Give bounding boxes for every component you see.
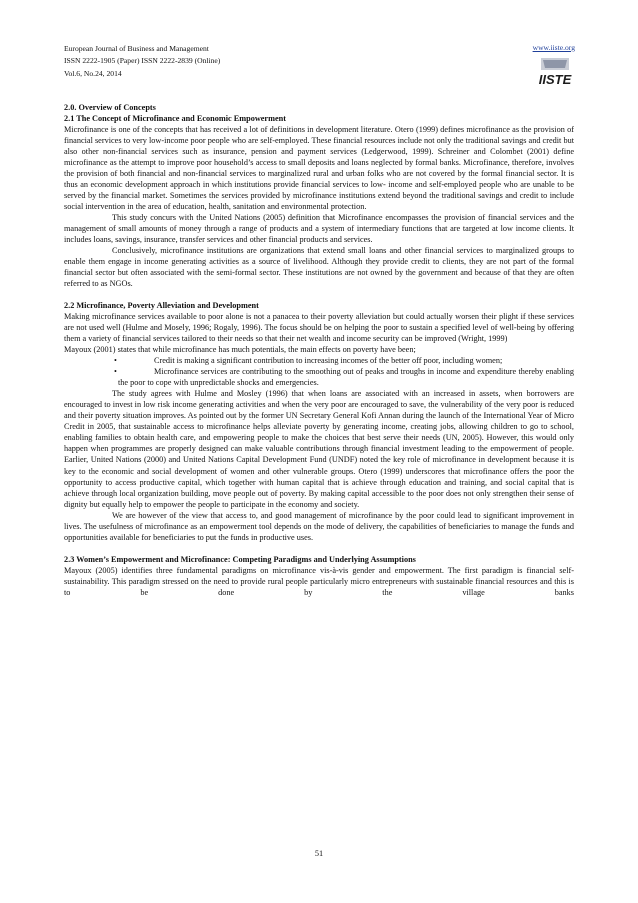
paragraph: Mayoux (2005) identifies three fundamental paradigms on microfinance vis-à-vis gender and empowerment. The first paradigm is financial self-sustainability. This paradigm stressed on the need to provide rural people particularly micro entrepreneurs with sustainable financial resources and this is to be done by the village banks	[64, 565, 574, 597]
bullet-list	[64, 355, 574, 388]
section-heading-2-3: 2.3 Women’s Empowerment and Microfinance: Competing Paradigms and Underlying Assumptions	[64, 554, 416, 564]
section-heading-2-0: 2.0. Overview of Concepts	[64, 103, 156, 112]
paragraph: Conclusively, microfinance institutions are organizations that extend small loans and other financial services to marginalized groups to enable them engage in income generating activities as a source of livelihood. Although they provide credit to clients, they are not part of the formal financial sector but often associated with the semi-formal sector. These institutions are not owned by the government and because of that they are often referred to as NGOs.	[64, 246, 574, 289]
paragraph: Microfinance is one of the concepts that has received a lot of definitions in development literature. Otero (1999) defines microfinance as the provision of financial services to very low-income poor people who are self-employed. These financial resources include not only the traditional savings and credit but also other non-financial services such as insurance, pension and payment services (Ledgerwood, 1999). Schreiner and Colombet (2001) define microfinance as the attempt to improve poor household’s access to small deposits and loans neglected by formal banks. Microfinance, therefore, involves the provision of both financial and non-financial services to marginalized rural and urban folks who are not covered by the formal financial sector. It is thus an economic development approach in which institutions provide financial services to low- income and self-employed people who are unable to be served by the financial market. Sometimes the services provided by microfinance institutions extend beyond the traditional savings and credit to include social intervention in the area of education, health, sanitation and environmental protection.	[64, 125, 574, 212]
bullet-text: Credit is making a significant contribution to increasing incomes of the better off poor, including women;	[154, 356, 503, 366]
journal-url-link[interactable]: www.iiste.org	[532, 43, 575, 52]
bullet-glyph: •	[114, 356, 117, 366]
paragraph: Mayoux (2001) states that while microfinance has much potentials, the main effects on poverty have been;	[64, 345, 416, 355]
running-header	[64, 43, 220, 80]
page-number: 51	[314, 849, 324, 858]
journal-issn: ISSN 2222-1905 (Paper) ISSN 2222-2839 (Online)	[64, 56, 221, 66]
journal-title: European Journal of Business and Management	[64, 44, 209, 53]
logo-text: IISTE	[538, 72, 572, 87]
paragraph: We are however of the view that access to, and good management of microfinance by the poor could lead to significant improvement in lives. The usefulness of microfinance as an empowerment tool depends on the mode of delivery, the capabilities of beneficiaries to manage the funds and opportunities available for beneficiaries to put the funds in productive uses.	[64, 510, 574, 542]
bullet-text: Microfinance services are contributing to the smoothing out of peaks and troughs in income and expenditure thereby enabling the poor to cope with unpredictable shocks and emergencies.	[118, 367, 574, 388]
paragraph: This study concurs with the United Nations (2005) definition that Microfinance encompasses the provision of financial services and the management of small amounts of money through a range of products and a system of intermediary functions that are targeted at low income clients. It includes loans, savings, insurance, transfer services and other financial products and services.	[64, 213, 574, 245]
section-heading-2-2: 2.2 Microfinance, Poverty Alleviation and Development	[64, 301, 259, 311]
list-item	[114, 355, 574, 366]
paragraph: The study agrees with Hulme and Mosley (1996) that when loans are associated with an increased in assets, when borrowers are encouraged to invest in low risk income generating activities and when the very poor are encouraged to save, the vulnerability of the very poor is reduced and their poverty situation improves. As pointed out by the former UN Secretary General Kofi Annan during the launch of the International Year of Micro Credit in 2005, that sustainable access to microfinance helps alleviate poverty by generating income, creating jobs, allowing children to go to school, enabling families to obtain health care, and empowering people to make the choices that best serve their needs (UN, 2005). However, this would only happen when programmes are properly designed can make valuable contributions through financial investment leading to the empowerment of people. Earlier, United Nations (2000) and United Nations Capital Development Fund (UNDF) noted the key role of microfinance in development because it is key to the economic and social development of women and other vulnerable groups. Otero (1999) underscores that microfinance offers the poor the opportunity to access productive capital, which together with human capital that is achieve through education and training, and social capital that is achieve through local organization building, move people out of poverty. By making capital accessible to the poor does not only strengthen their sense of dignity but equally help to empower the people to participate in the economy and society.	[64, 389, 574, 509]
paragraph: Making microfinance services available to poor alone is not a panacea to their poverty alleviation but could actually worsen their plight if these services are not used well (Hulme and Mosely, 1996; Rogaly, 1996). The focus should be on helping the poor to sustain a specified level of well-being by offering them a variety of financial services tailored to their needs so that their net wealth and income security can be improved (Wright, 1999)	[64, 312, 574, 344]
list-item	[114, 366, 574, 388]
iiste-logo-icon	[535, 58, 575, 88]
article-body	[64, 102, 574, 598]
bullet-glyph: •	[114, 367, 117, 377]
journal-volume: Vol.6, No.24, 2014	[64, 68, 122, 78]
section-heading-2-1: 2.1 The Concept of Microfinance and Economic Empowerment	[64, 114, 286, 124]
